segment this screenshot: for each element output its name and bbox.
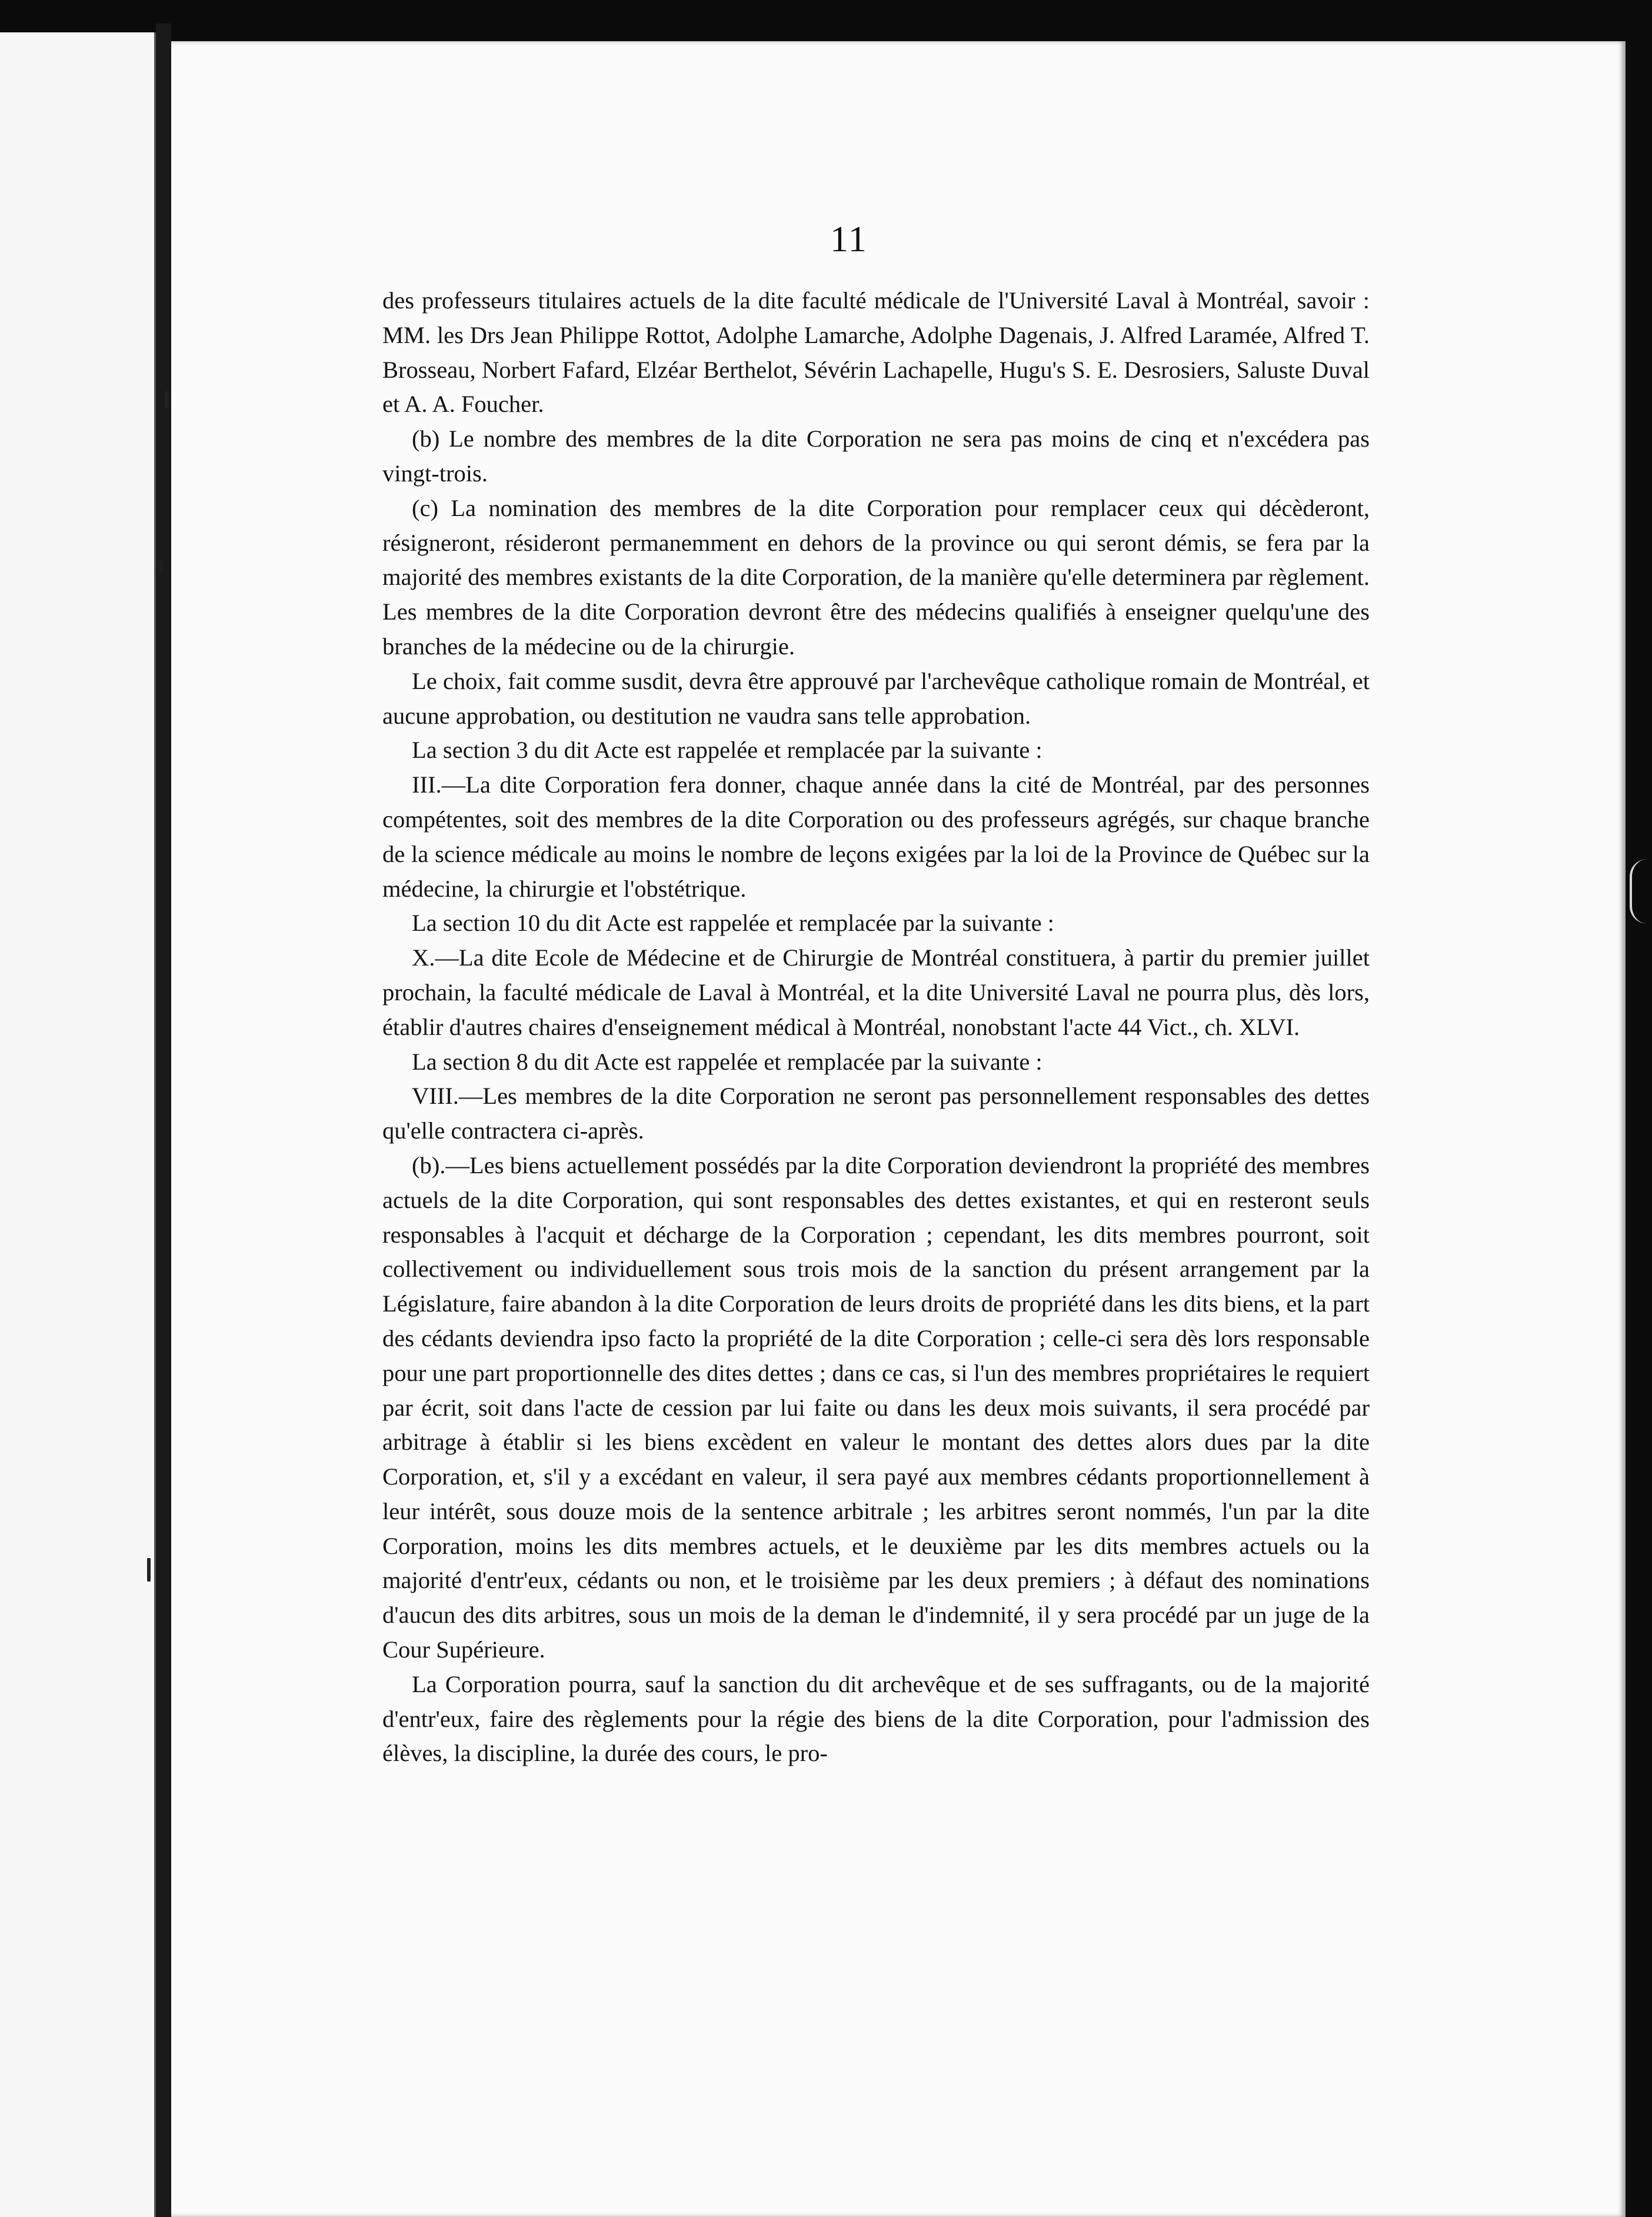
margin-tick-mark: [165, 391, 168, 408]
paragraph: Le choix, fait comme susdit, devra être approuvé par l'archevêque catholique romain de Montréal, et aucune approbation, ou destitution ne vaudra sans telle approbation.: [382, 667, 1370, 729]
paragraph: (c) La nomination des membres de la dite Corporation pour remplacer ceux qui décèderont, résigneront, résideront permanemment en dehors de la province ou qui seront démis, se fera par la majorité des membres existants de la dite Corporation, de la manière qu'elle determinera par règlement. Les membres de la dite Corporation devront être des médecins qualifiés à enseigner quelqu'une des branches de la médecine ou de la chirurgie.: [382, 494, 1370, 660]
edge-bracket-mark: [1630, 859, 1650, 924]
margin-tick-mark: [147, 1558, 151, 1582]
paragraph: (b).—Les biens actuellement possédés par la dite Corporation deviendront la propriété des membres actuels de la dite Corporation, qui sont responsables des dettes existantes, et qui en resteront seuls responsables à l'acquit et décharge de la Corporation ; cependant, les dits membres pourront, soit collectivement ou individuellement sous trois mois de la sanction du présent arrangement par la Législature, faire abandon à la dite Corporation de leurs droits de propriété dans les dits biens, et la part des cédants deviendra ipso facto la propriété de la dite Corporation ; celle-ci sera dès lors responsable pour une part proportionnelle des dites dettes ; dans ce cas, si l'un des membres propriétaires le requiert par écrit, soit dans l'acte de cession par lui faite ou dans les deux mois suivants, il sera procédé par arbitrage à établir si les biens excèdent en valeur le montant des dettes alors dues par la dite Corporation, et, s'il y a excédant en valeur, il sera payé aux membres cédants proportionnellement à leur intérêt, sous douze mois de la sentence arbitrale ; les arbitres seront nommés, l'un par la dite Corporation, moins les dits membres actuels, et le deuxième par les dits membres actuels ou la majorité d'entr'eux, cédants ou non, et le troisième par les deux premiers ; à défaut des nominations d'aucun des dits arbitres, sous un mois de la deman le d'indemnité, il y sera procédé par un juge de la Cour Supérieure.: [382, 1151, 1370, 1663]
paragraph: des professeurs titulaires actuels de la dite faculté médicale de l'Université Laval à Montréal, savoir : MM. les Drs Jean Philippe Rottot, Adolphe Lamarche, Adolphe Dagenais, J. Alfred Laramée, Alfred T. Brosseau, Norbert Fafard, Elzéar Berthelot, Sévérin Lachapelle, Hugu's S. E. Desrosiers, Saluste Duval et A. A. Foucher.: [382, 287, 1370, 418]
paragraph: La section 3 du dit Acte est rappelée et remplacée par la suivante :: [412, 737, 1043, 764]
page-number: 11: [830, 219, 868, 259]
paragraph: VIII.—Les membres de la dite Corporation ne seront pas personnellement responsables des dettes qu'elle contractera ci-après.: [382, 1083, 1370, 1144]
paragraph: La Corporation pourra, sauf la sanction du dit archevêque et de ses suffragants, ou de la majorité d'entr'eux, faire des règlements pour la régie des biens de la dite Corporation, pour l'admission des élèves, la discipline, la durée des cours, le pro-: [382, 1670, 1370, 1767]
margin-tick-mark: [159, 559, 162, 572]
previous-page-edge: [0, 32, 156, 2217]
body-text: [382, 284, 1370, 1771]
paragraph: III.—La dite Corporation fera donner, chaque année dans la cité de Montréal, par des personnes compétentes, soit des membres de la dite Corporation ou des professeurs agrégés, sur chaque branche de la science médicale au moins le nombre de leçons exigées par la loi de la Province de Québec sur la médecine, la chirurgie et l'obstétrique.: [382, 771, 1370, 902]
paragraph: La section 8 du dit Acte est rappelée et remplacée par la suivante :: [412, 1048, 1043, 1075]
book-gutter: [156, 24, 171, 2217]
paragraph: X.—La dite Ecole de Médecine et de Chirurgie de Montréal constituera, à partir du premier juillet prochain, la faculté médicale de Laval à Montréal, et la dite Université Laval ne pourra plus, dès lors, établir d'autres chaires d'enseignement médical à Montréal, nonobstant l'acte 44 Vict., ch. XLVI.: [382, 944, 1370, 1040]
paragraph: La section 10 du dit Acte est rappelée et remplacée par la suivante :: [412, 910, 1054, 937]
paragraph: (b) Le nombre des membres de la dite Corporation ne sera pas moins de cinq et n'excédera pas vingt-trois.: [382, 425, 1370, 487]
